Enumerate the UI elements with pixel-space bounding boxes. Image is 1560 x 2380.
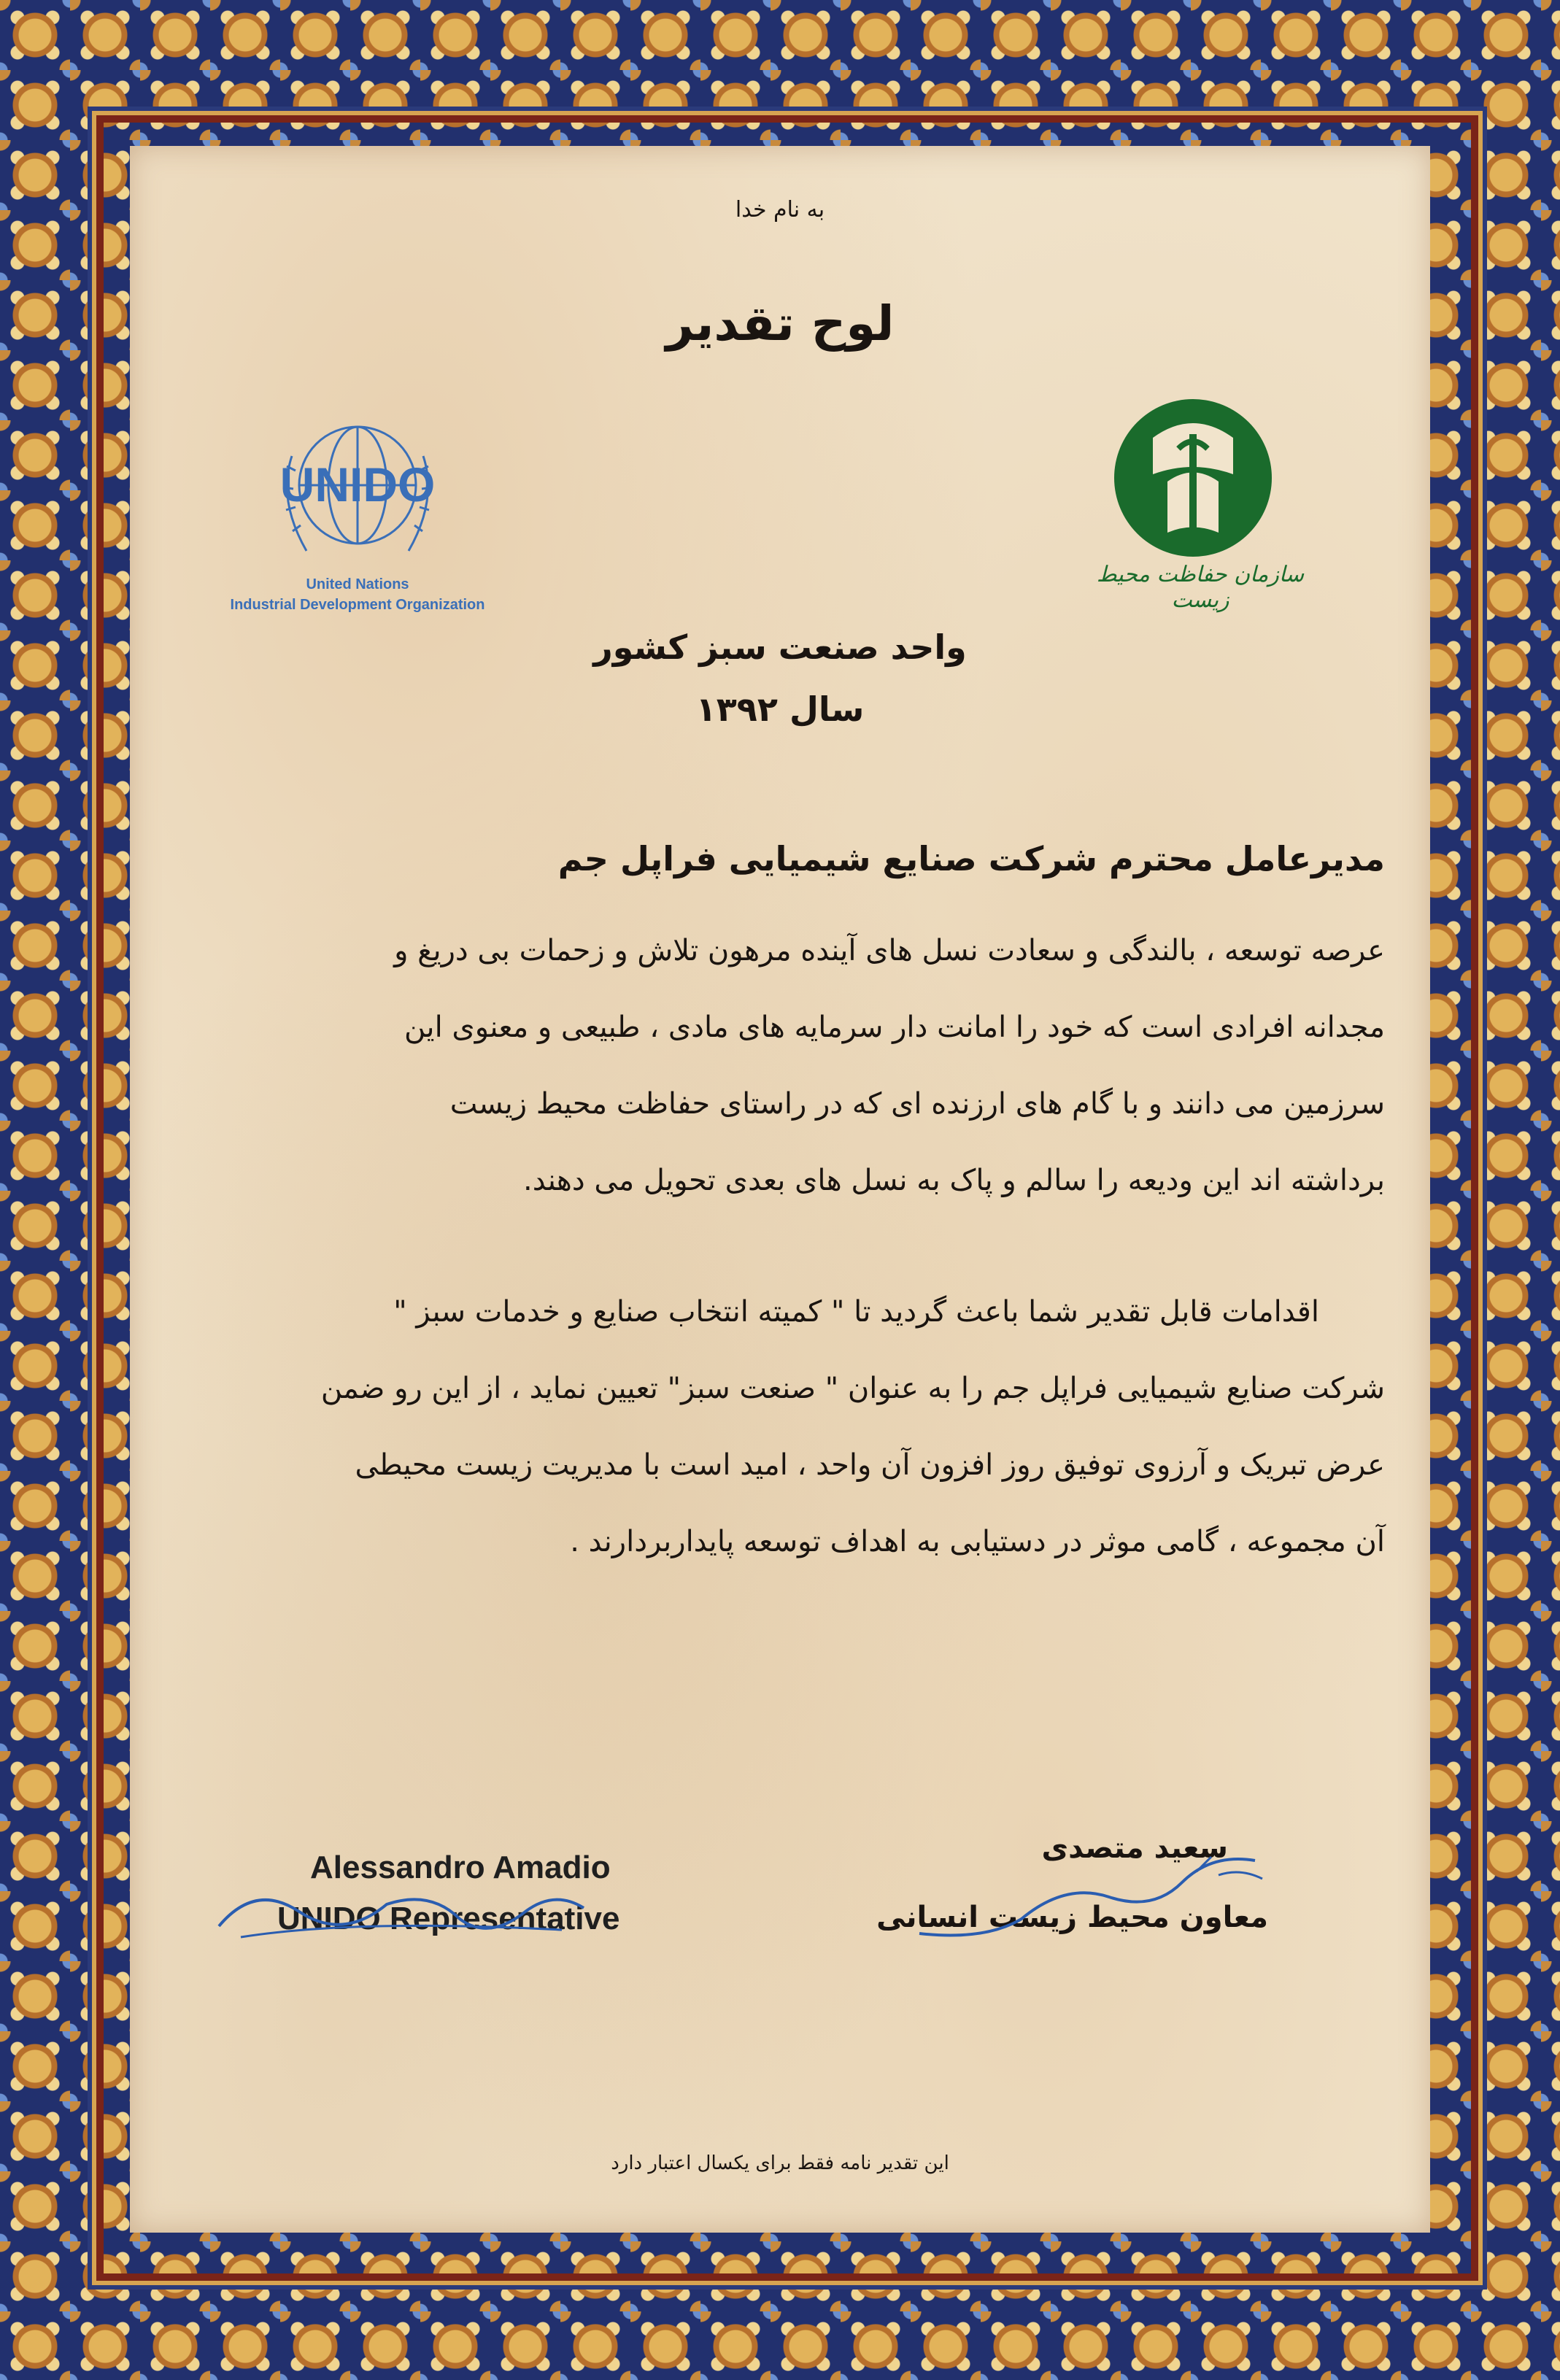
left-signature-icon <box>212 1868 591 1955</box>
unido-logo-icon <box>263 405 452 580</box>
right-signatory-name: سعید متصدی <box>1041 1831 1228 1865</box>
left-signatory-role: UNIDO Representative <box>277 1901 620 1936</box>
bismillah-text: به نام خدا <box>735 197 825 223</box>
paragraph1-line: مجدانه افرادی است که خود را امانت دار سرمایه های مادی ، طبیعی و معنوی این <box>403 1011 1385 1044</box>
paragraph1-line: عرصه توسعه ، بالندگی و سعادت نسل های آینده مرهون تلاش و زحمات بی دریغ و <box>394 934 1385 967</box>
unido-caption-line1: United Nations <box>306 576 409 592</box>
addressee: مدیرعامل محترم شرکت صنایع شیمیایی فراپل جم <box>557 839 1385 878</box>
validity-note: این تقدیر نامه فقط برای یکسال اعتبار دارد <box>611 2152 949 2174</box>
paragraph2-line: اقدامات قابل تقدیر شما باعث گردید تا " کمیته انتخاب صنایع و خدمات سبز " <box>393 1295 1319 1329</box>
doe-caption: سازمان حفاظت محیط زیست <box>1096 562 1305 613</box>
paragraph2-line: شرکت صنایع شیمیایی فراپل جم را به عنوان " صنعت سبز" تعیین نماید ، از این رو ضمن <box>320 1372 1385 1405</box>
paragraph1-line: برداشته اند این ودیعه را سالم و پاک به نسل های بعدی تحویل می دهند. <box>523 1164 1385 1197</box>
certificate-title: لوح تقدیر <box>665 295 895 352</box>
paragraph2-line: آن مجموعه ، گامی موثر در دستیابی به اهداف توسعه پایداربردارند . <box>570 1525 1385 1558</box>
doe-logo-icon <box>1109 394 1277 562</box>
right-signatory-role: معاون محیط زیست انسانی <box>876 1901 1268 1934</box>
paragraph1-line: سرزمین می دانند و با گام های ارزنده ای که در راستای حفاظت محیط زیست <box>449 1087 1385 1121</box>
left-signatory-name: Alessandro Amadio <box>310 1850 611 1885</box>
year-title: سال ۱۳۹۲ <box>695 689 865 729</box>
right-signature-icon <box>876 1839 1284 1955</box>
unido-caption-line2: Industrial Development Organization <box>230 597 485 613</box>
unido-wordmark: UNIDO <box>279 457 436 511</box>
unit-title: واحد صنعت سبز کشور <box>593 627 967 667</box>
paragraph2-line: عرض تبریک و آرزوی توفیق روز افزون آن واحد ، امید است با مدیریت زیست محیطی <box>355 1448 1385 1482</box>
